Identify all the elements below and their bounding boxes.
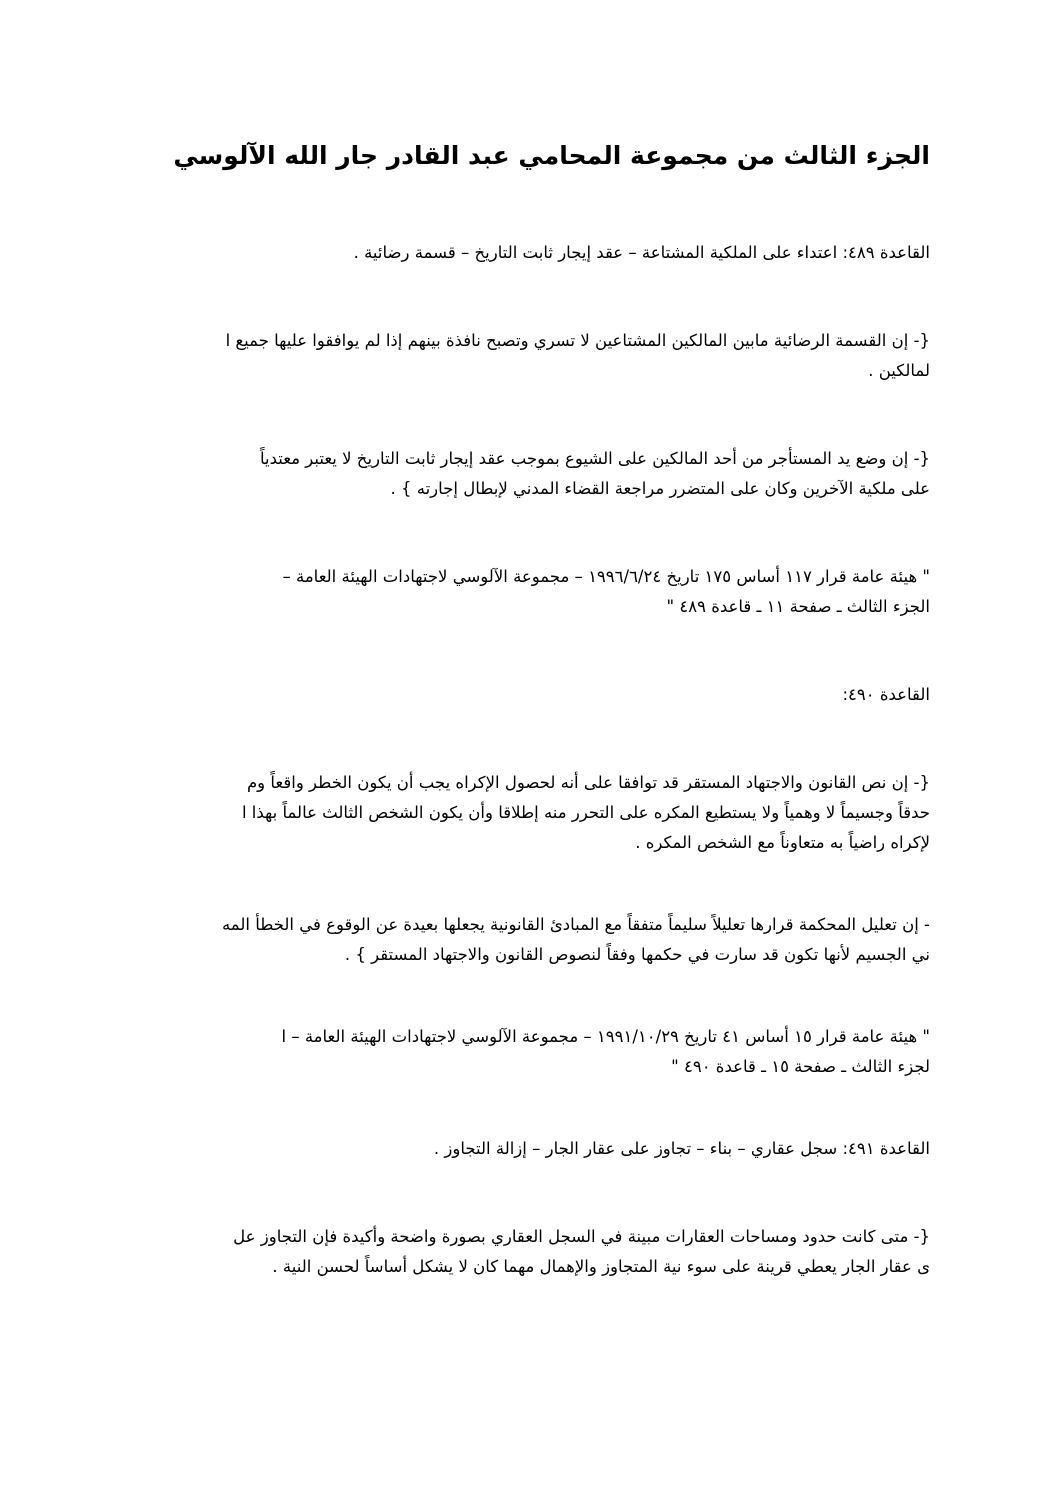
text-line: الجزء الثالث ـ صفحة ١١ ـ قاعدة ٤٨٩ " (666, 596, 930, 616)
document-body (128, 140, 930, 1282)
rule-490-citation (128, 1022, 930, 1082)
text-line: ني الجسيم لأنها تكون قد سارت في حكمها وفقاً لنصوص القانون والاجتهاد المستقر } . (344, 944, 930, 964)
text-line: لجزء الثالث ـ صفحة ١٥ ـ قاعدة ٤٩٠ " (671, 1056, 930, 1076)
rule-490-principle-1 (128, 768, 930, 858)
text-line: القاعدة ٤٩٠: (842, 684, 930, 704)
rule-489-heading (128, 238, 930, 268)
rule-490-principle-2 (128, 910, 930, 970)
text-line: لإكراه راضياً به متعاوناً مع الشخص المكره . (635, 832, 930, 852)
text-line: على ملكية الآخرين وكان على المتضرر مراجعة القضاء المدني لإبطال إجارته } . (390, 478, 930, 498)
text-line: القاعدة ٤٩١: سجل عقاري – بناء – تجاوز على عقار الجار – إزالة التجاوز . (433, 1138, 930, 1158)
text-line: القاعدة ٤٨٩: اعتداء على الملكية المشتاعة – عقد إيجار ثابت التاريخ – قسمة رضائية . (353, 242, 930, 262)
text-line: {- إن وضع يد المستأجر من أحد المالكين على الشيوع بموجب عقد إيجار ثابت التاريخ لا يعتبر معتدياً (259, 448, 930, 468)
rule-491-principle-1 (128, 1222, 930, 1282)
text-line: " هيئة عامة قرار ١١٧ أساس ١٧٥ تاريخ ١٩٩٦/٦/٢٤ – مجموعة الآلوسي لاجتهادات الهيئة العامة – (282, 566, 930, 586)
text-line: حدقاً وجسيماً لا وهمياً ولا يستطيع المكره على التحرر منه إطلاقا وأن يكون الشخص الثالث عالماً بهذا ا (241, 802, 930, 822)
text-line: ى عقار الجار يعطي قرينة على سوء نية المتجاوز والإهمال مهما كان لا يشكل أساساً لحسن النية . (272, 1256, 930, 1276)
text-line: " هيئة عامة قرار ١٥ أساس ٤١ تاريخ ١٩٩١/١٠/٢٩ – مجموعة الآلوسي لاجتهادات الهيئة العامة – ا (281, 1026, 930, 1046)
rule-489-citation (128, 562, 930, 622)
rule-491-heading (128, 1134, 930, 1164)
text-line: - إن تعليل المحكمة قرارها تعليلاً سليماً متفقاً مع المبادئ القانونية يجعلها بعيدة عن الوقوع في الخطأ المه (221, 914, 930, 934)
text-line: {- إن نص القانون والاجتهاد المستقر قد توافقا على أنه لحصول الإكراه يجب أن يكون الخطر واقعاً وم (246, 772, 930, 792)
text-line: {- متى كانت حدود ومساحات العقارات مبينة في السجل العقاري بصورة واضحة وأكيدة فإن التجاوز عل (233, 1226, 930, 1246)
rule-489-principle-1 (128, 326, 930, 386)
document-title: الجزء الثالث من مجموعة المحامي عبد القادر جار الله الآلوسي (173, 141, 930, 170)
rule-490-heading (128, 680, 930, 710)
text-line: لمالكين . (868, 360, 930, 380)
rule-489-principle-2 (128, 444, 930, 504)
text-line: {- إن القسمة الرضائية مابين المالكين المشتاعين لا تسري وتصبح نافذة بينهم إذا لم يوافقوا عليها جميع ا (225, 330, 930, 350)
